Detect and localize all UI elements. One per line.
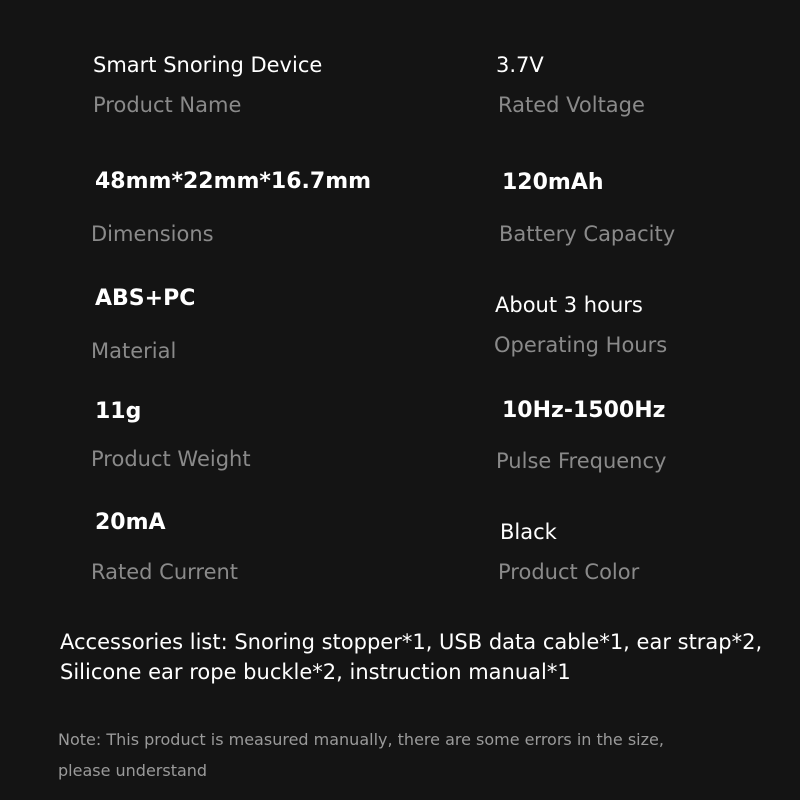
accessories-list bbox=[60, 627, 790, 687]
rated-voltage-label: Rated Voltage bbox=[498, 93, 645, 117]
product-name-label: Product Name bbox=[93, 93, 242, 117]
note-line-2: please understand bbox=[58, 761, 208, 780]
product-name-value: Smart Snoring Device bbox=[93, 53, 323, 77]
dimensions-value: 48mm*22mm*16.7mm bbox=[95, 169, 372, 194]
rated-current-value: 20mA bbox=[95, 510, 166, 535]
battery-capacity-value: 120mAh bbox=[502, 170, 604, 195]
product-weight-label: Product Weight bbox=[91, 447, 251, 471]
measurement-note bbox=[58, 724, 664, 786]
pulse-frequency-label: Pulse Frequency bbox=[496, 449, 667, 473]
pulse-frequency-value: 10Hz-1500Hz bbox=[502, 398, 666, 423]
dimensions-label: Dimensions bbox=[91, 222, 214, 246]
material-label: Material bbox=[91, 339, 177, 363]
product-color-label: Product Color bbox=[498, 560, 640, 584]
battery-capacity-label: Battery Capacity bbox=[499, 222, 676, 246]
operating-hours-value: About 3 hours bbox=[495, 293, 643, 317]
accessories-line-1: Accessories list: Snoring stopper*1, USB data cable*1, ear strap*2, bbox=[60, 630, 763, 654]
product-color-value: Black bbox=[500, 520, 557, 544]
product-weight-value: 11g bbox=[95, 399, 142, 424]
accessories-line-2: Silicone ear rope buckle*2, instruction manual*1 bbox=[60, 660, 571, 684]
note-line-1: Note: This product is measured manually, there are some errors in the size, bbox=[58, 730, 664, 749]
operating-hours-label: Operating Hours bbox=[494, 333, 668, 357]
rated-current-label: Rated Current bbox=[91, 560, 239, 584]
rated-voltage-value: 3.7V bbox=[496, 53, 544, 77]
material-value: ABS+PC bbox=[95, 286, 196, 311]
